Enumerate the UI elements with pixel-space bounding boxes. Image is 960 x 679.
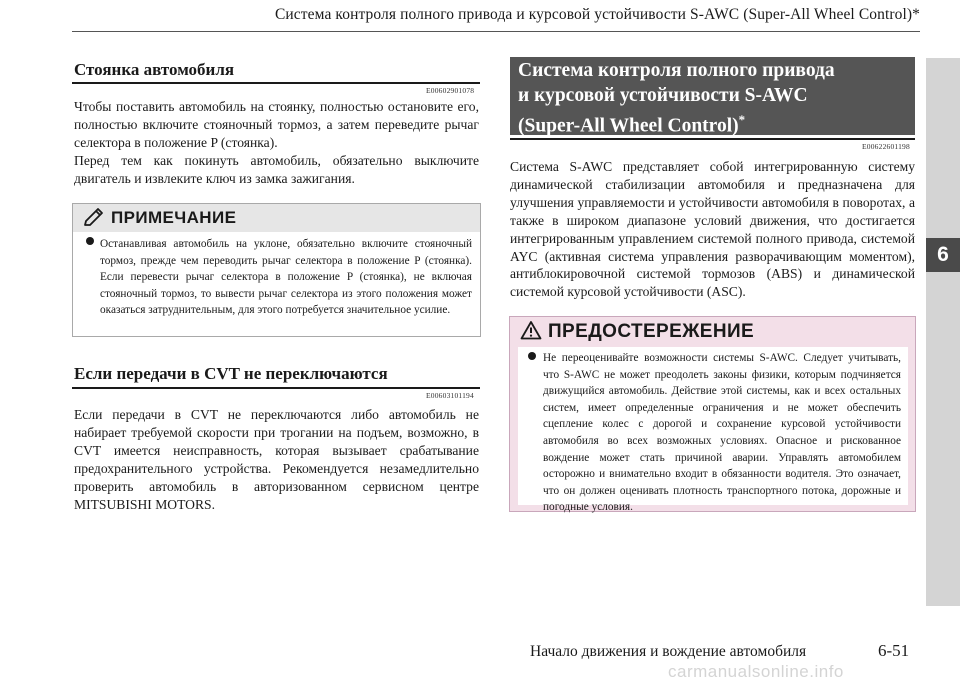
sawc-title-line-2: и курсовой устойчивости S-AWC bbox=[518, 84, 808, 106]
cvt-section-code: E00603101194 bbox=[426, 391, 474, 400]
watermark: carmanualsonline.info bbox=[668, 662, 844, 679]
warning-triangle-icon bbox=[520, 320, 542, 345]
sawc-section-title bbox=[510, 57, 915, 135]
note-box bbox=[72, 203, 481, 337]
cvt-title-rule bbox=[72, 387, 480, 389]
pencil-icon bbox=[83, 206, 105, 231]
parking-section-title: Стоянка автомобиля bbox=[74, 60, 235, 79]
sawc-paragraph: Система S-AWC представляет собой интегрированную систему динамической стабилизации автомобиля и предназначена для улучшения управляемости и устойчивости автомобиля в поворотах, а также в широком диапазоне условий движения, что достигается интегрированным управлением системой полного привода, системой AYC (активная система управления разворачивающим моментом), антиблокировочной системой тормозов (ABS) и динамической системой курсовой устойчивости (ASC). bbox=[510, 159, 915, 300]
bullet-dot-icon bbox=[528, 352, 536, 360]
parking-paragraph-2: Перед тем как покинуть автомобиль, обязательно выключите двигатель и извлеките ключ из замка зажигания. bbox=[74, 152, 479, 186]
cvt-section-title: Если передачи в CVT не переключаются bbox=[74, 364, 388, 383]
note-body bbox=[73, 232, 480, 319]
bullet-dot-icon bbox=[86, 237, 94, 245]
parking-paragraph-1: Чтобы поставить автомобиль на стоянку, полностью остановите его, полностью включите стояночный тормоз, а затем переведите рычаг селектора в положение P (стоянка). bbox=[74, 99, 479, 150]
page-number: 6-51 bbox=[878, 641, 910, 660]
warning-label: ПРЕДОСТЕРЕЖЕНИЕ bbox=[548, 321, 755, 342]
parking-section-code: E00602901078 bbox=[426, 86, 475, 95]
cvt-paragraph: Если передачи в CVT не переключаются либо автомобиль не набирает требуемой скорости при трогании на подъем, возможно, в CVT имеется неисправность, которая вызывает срабатывание предохранительного устройства. Рекомендуется незамедлительно проверить автомобиль в авторизованном сервисном центре MITSUBISHI MOTORS. bbox=[74, 407, 479, 512]
parking-body bbox=[74, 98, 479, 188]
sawc-title-line-3: (Super-All Wheel Control) bbox=[518, 115, 739, 137]
note-header bbox=[73, 204, 480, 232]
chapter-side-tab bbox=[926, 58, 960, 606]
chapter-number-badge: 6 bbox=[926, 238, 960, 272]
sawc-section-code: E00622601198 bbox=[862, 142, 910, 151]
sawc-title-rule bbox=[510, 138, 915, 140]
warning-header bbox=[510, 317, 915, 347]
sawc-title-line-1: Система контроля полного привода bbox=[518, 60, 835, 81]
warning-text: Не переоценивайте возможности системы S-AWC. Следует учитывать, что S-AWC не может преодолеть законы физики, которым подчиняется движущийся автомобиль. Действие этой системы, как и всех остальных систем, имеет определенные ограничения и не может обеспечить сцепление колес с дорогой и сохранение курсовой устойчивости автомобиля во всех возможных условиях. Опасное и рискованное вождение может стать причиной аварии. Управлять автомобилем осторожно и внимательно входит в обязанности водителя. Это означает, что он должен оценивать плотность транспортного потока, дорожные и погодные условия. bbox=[543, 352, 901, 514]
note-label: ПРИМЕЧАНИЕ bbox=[111, 208, 237, 227]
header-rule bbox=[72, 31, 920, 32]
note-text: Останавливая автомобиль на уклоне, обязательно включите стояночный тормоз, прежде чем переводить рычаг селектора в положение P (стоянка). Если перевести рычаг селектора в положение P (стоянка), не включая стояночный тормоз, то вывести рычаг селектора из этого положения может оказаться затруднительным, для этого потребуется значительное усилие. bbox=[100, 238, 472, 317]
warning-body bbox=[518, 347, 908, 514]
parking-title-rule bbox=[72, 82, 480, 84]
warning-box bbox=[509, 316, 916, 512]
sawc-title-mark: * bbox=[738, 112, 746, 127]
running-header: Система контроля полного привода и курсовой устойчивости S-AWC (Super-All Wheel Control)* bbox=[274, 6, 920, 23]
footer-section-title: Начало движения и вождение автомобиля bbox=[530, 643, 807, 660]
